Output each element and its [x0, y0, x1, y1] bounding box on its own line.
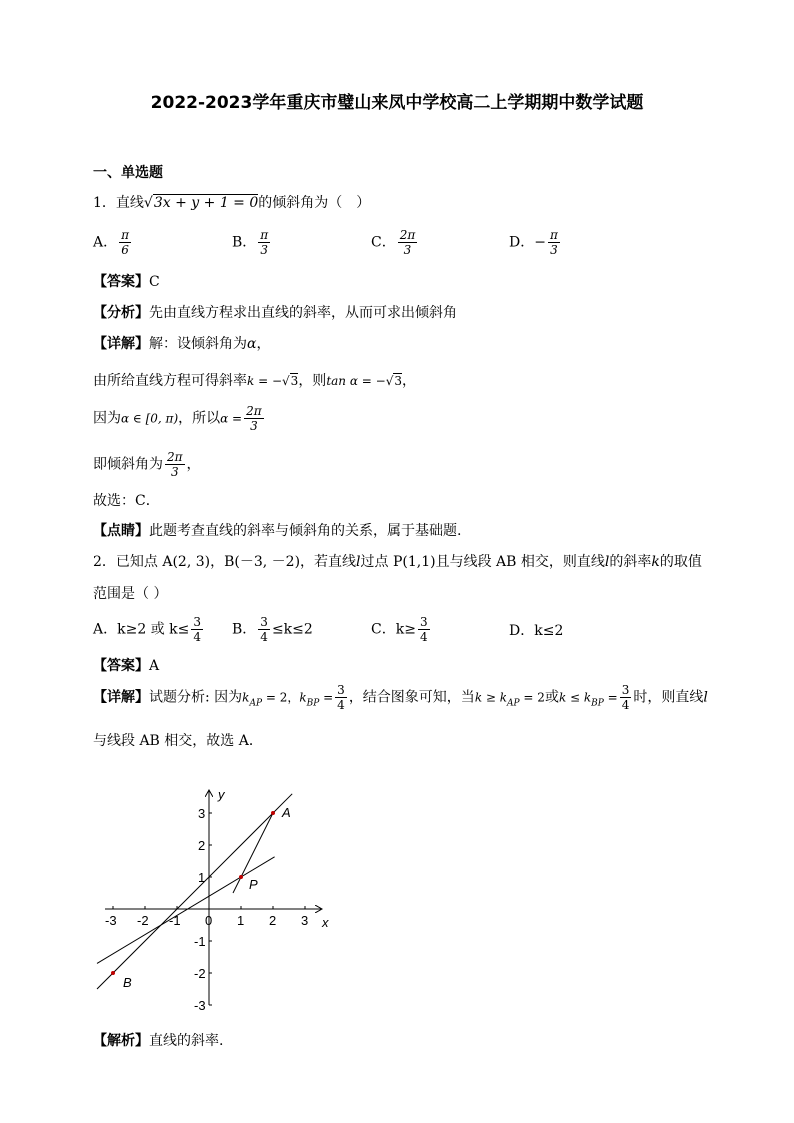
section-heading: 一、单选题 [93, 165, 163, 181]
q2-option-a[interactable]: A．k≥2 或 k≤ $\frac{3}{4}$ [93, 615, 202, 644]
q1-comment: 【点睛】此题考查直线的斜率与倾斜角的关系，属于基础题. [93, 523, 462, 539]
y-tick-label: 1 [198, 870, 206, 885]
point-b-label: B [123, 975, 132, 990]
q2-option-b[interactable]: B． $\frac{3}{4}$ ≤k≤2 [232, 615, 313, 644]
y-tick-label: 2 [198, 838, 206, 853]
point-p [239, 875, 243, 879]
q1-detail-line5: 故选：C． [93, 493, 160, 509]
line-through-a [97, 794, 292, 989]
q1-option-c[interactable]: C． $\frac{2\pi}{3}$ [371, 228, 416, 257]
x-tick-label: 2 [269, 913, 277, 928]
x-tick-label: 0 [205, 913, 213, 928]
point-b [111, 971, 115, 975]
point-a-label: A [282, 805, 291, 820]
x-tick-label: -3 [105, 913, 117, 928]
coordinate-graph [95, 765, 345, 1020]
y-tick-label: -3 [194, 998, 206, 1013]
q2-solution: 【解析】直线的斜率. [93, 1033, 224, 1049]
line-through-b [97, 857, 275, 964]
q1-stem-math: 3x + y + 1 = 0 [153, 195, 259, 211]
q2-answer: 【答案】A [93, 658, 160, 674]
q1-option-b[interactable]: B． $\frac{\pi}{3}$ [232, 228, 269, 257]
q2-option-c[interactable]: C．k≥ $\frac{3}{4}$ [371, 615, 428, 644]
q2-stem-line2: 范围是（ ） [93, 586, 168, 602]
y-tick-label: 3 [198, 806, 206, 821]
q2-option-d[interactable]: D．k≤2 [509, 623, 564, 639]
q1-analysis: 【分析】先由直线方程求出直线的斜率，从而可求出倾斜角 [93, 305, 457, 321]
q1-detail-line1: 【详解】解：设倾斜角为α， [93, 336, 271, 352]
q1-detail-line3: 因为α ∈ [0, π)，所以α = $\frac{2\pi}{3}$ [93, 404, 262, 433]
y-axis-label: y [218, 787, 225, 802]
q1-detail-line2: 由所给直线方程可得斜率k = −√3，则tan α = −√3， [93, 373, 416, 389]
y-tick-label: -2 [194, 966, 206, 981]
q1-option-d[interactable]: D．− $\frac{\pi}{3}$ [509, 228, 558, 257]
x-tick-label: -1 [169, 913, 181, 928]
q2-detail-line2: 与线段 AB 相交，故选 A． [93, 733, 263, 749]
x-tick-label: -2 [137, 913, 149, 928]
x-axis-label: x [322, 915, 329, 930]
q2-detail-line1: 【详解】试题分析: 因为$k_{AP} = 2$，$k_{BP}$ = $\frac{3}{4}$ ，结合图象可知，当$k \ge k_{AP} = 2$或$k \le k_{BP}$ = $\frac{3}{4}$ 时，则直线l [93, 683, 708, 712]
q2-stem-line1: 2．已知点 A(2, 3)，B(－3, －2)，若直线l过点 P(1,1)且与线段 AB 相交，则直线l的斜率k的取值 [93, 554, 702, 570]
q1-answer: 【答案】C [93, 274, 160, 290]
page-title: 2022-2023学年重庆市璧山来凤中学校高二上学期期中数学试题 [150, 93, 644, 113]
point-a [271, 811, 275, 815]
x-tick-label: 3 [301, 913, 309, 928]
y-tick-label: -1 [194, 934, 206, 949]
q1-stem: 1．直线√3x + y + 1 = 0的倾斜角为（ ） [93, 195, 371, 211]
point-p-label: P [249, 877, 258, 892]
x-tick-label: 1 [237, 913, 245, 928]
q1-option-a[interactable]: A． $\frac{\pi}{6}$ [93, 228, 130, 257]
q1-detail-line4: 即倾斜角为 $\frac{2\pi}{3}$ ， [93, 450, 201, 479]
